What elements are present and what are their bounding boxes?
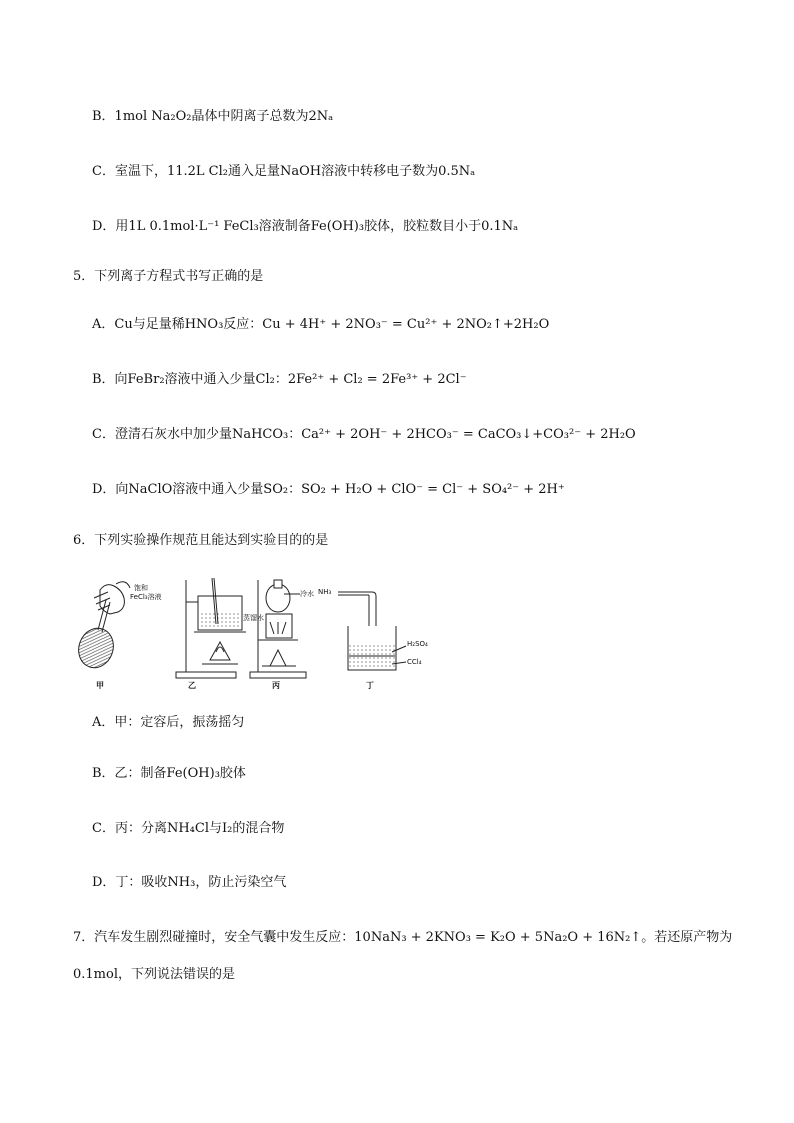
label-fecl3-1: 饱和 bbox=[134, 584, 148, 592]
label-h2so4: H₂SO₄ bbox=[407, 640, 428, 648]
absorption-setup-drawing bbox=[338, 592, 406, 670]
q4-option-d: D．用1L 0.1mol·L⁻¹ FeCl₃溶液制备Fe(OH)₃胶体，胶粒数目小于0.1Nₐ bbox=[92, 219, 519, 234]
colloid-setup-drawing bbox=[176, 578, 246, 678]
caption-bing: 丙 bbox=[272, 681, 280, 690]
sublimation-setup-drawing bbox=[250, 580, 306, 678]
q5-option-d: D．向NaClO溶液中通入少量SO₂：SO₂ + H₂O + ClO⁻ = Cl⁻ + SO₄²⁻ + 2H⁺ bbox=[92, 482, 565, 497]
q5-option-c: C．澄清石灰水中加少量NaHCO₃：Ca²⁺ + 2OH⁻ + 2HCO₃⁻ = CaCO₃↓+CO₃²⁻ + 2H₂O bbox=[92, 427, 636, 442]
q6-option-a: A．甲：定容后，振荡摇匀 bbox=[92, 715, 245, 730]
q4-option-c: C．室温下，11.2L Cl₂通入足量NaOH溶液中转移电子数为0.5Nₐ bbox=[92, 164, 476, 179]
label-ccl4: CCl₄ bbox=[407, 658, 422, 666]
q5-stem: 5．下列离子方程式书写正确的是 bbox=[73, 269, 264, 284]
flask-shaking-drawing bbox=[73, 582, 130, 673]
caption-ding: 丁 bbox=[366, 681, 374, 690]
label-nh3: NH₃ bbox=[318, 588, 332, 596]
label-cold-water: 冷水 bbox=[300, 590, 314, 598]
label-fecl3-2: FeCl₃溶液 bbox=[130, 593, 162, 601]
q4-option-b: B．1mol Na₂O₂晶体中阴离子总数为2Nₐ bbox=[92, 109, 334, 124]
q7-stem-line2: 0.1mol，下列说法错误的是 bbox=[73, 967, 235, 982]
caption-yi: 乙 bbox=[188, 681, 196, 690]
label-water: 蒸馏水 bbox=[243, 614, 264, 622]
q5-option-a: A．Cu与足量稀HNO₃反应：Cu + 4H⁺ + 2NO₃⁻ = Cu²⁺ + 2NO₂↑+2H₂O bbox=[92, 317, 550, 332]
q6-apparatus-figure bbox=[72, 572, 452, 694]
q6-option-d: D．丁：吸收NH₃，防止污染空气 bbox=[92, 875, 287, 890]
q6-stem: 6．下列实验操作规范且能达到实验目的的是 bbox=[73, 533, 329, 548]
q6-option-b: B．乙：制备Fe(OH)₃胶体 bbox=[92, 766, 246, 781]
caption-jia: 甲 bbox=[96, 681, 104, 690]
q7-stem-line1: 7．汽车发生剧烈碰撞时，安全气囊中发生反应：10NaN₃ + 2KNO₃ = K₂O + 5Na₂O + 16N₂↑。若还原产物为 bbox=[73, 930, 733, 945]
q5-option-b: B．向FeBr₂溶液中通入少量Cl₂：2Fe²⁺ + Cl₂ = 2Fe³⁺ + 2Cl⁻ bbox=[92, 372, 467, 387]
q6-option-c: C．丙：分离NH₄Cl与I₂的混合物 bbox=[92, 821, 285, 836]
